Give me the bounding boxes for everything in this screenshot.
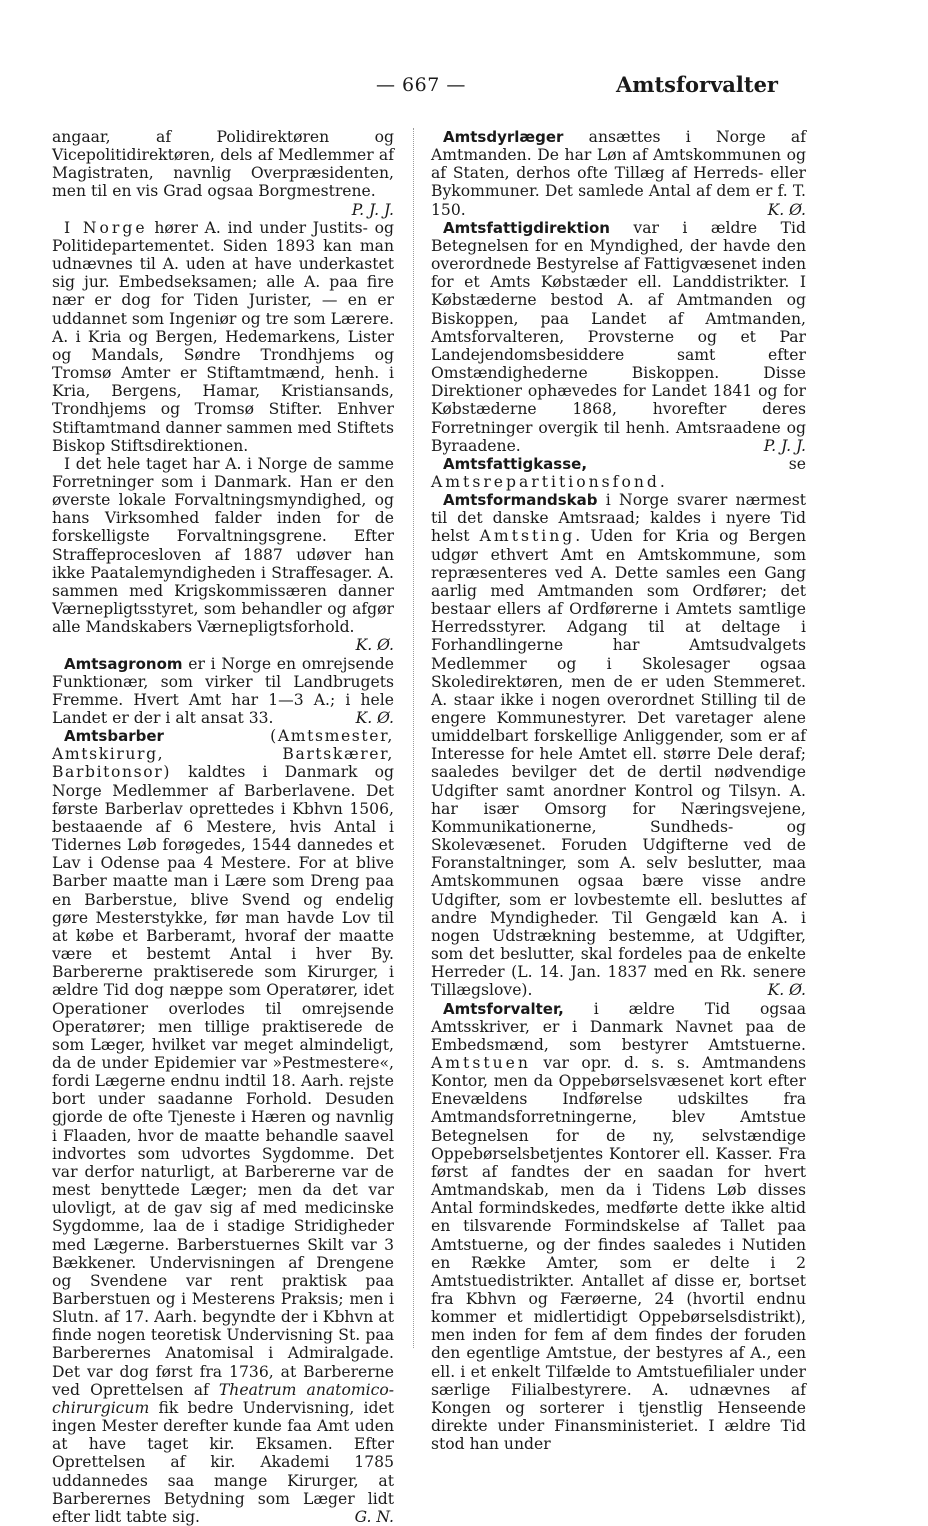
- entry-text: .: [659, 472, 665, 491]
- author-signature: P. J. J.: [351, 200, 394, 219]
- running-head: Amtsforvalter: [615, 72, 778, 97]
- entry-text: var i ældre Tid Betegnelsen for en Myndighed, der havde den overordnede Bestyrelse af Fattigvæsenet inden for et Amts Købstæder ell. Landdistrikter. I Købstæderne bestod A. af Amtmanden og Biskoppen, paa Landet af Amtmanden, Amtsforvalteren, Provsterne og et Par Landejendomsbesiddere samt efter Omstændighederne Biskoppen. Disse Direktioner ophævedes for Landet 1841 og for Købstæderne 1868, hvorefter deres Forretninger overgik til henh. Amtsraadene og Byraadene.: [431, 218, 806, 455]
- author-signature: K. Ø.: [355, 709, 394, 727]
- entry-amtsagronom: [52, 655, 394, 728]
- entry-text: hører A. ind under Justits- og Politidepartementet. Siden 1893 kan man udnævnes til A. uden at have underkastet sig jur. Embedseksamen; alle A. paa fire nær er dog for Tiden Jurister, — en er uddannet som Ingeniør og tre som Lærere. A. i Kria og Bergen, Hedemarkens, Lister og Mandals, Søndre Trondhjems og Tromsø Amter er Stiftamtmænd, henh. i Kria, Bergens, Hamar, Kristiansands, Trondhjems og Tromsø Stifter. Enhver Stiftamtmand danner sammen med Stiftets Biskop Stiftsdirektionen.: [52, 218, 394, 455]
- headword: Amtsforvalter,: [443, 999, 564, 1018]
- entry-continuation: [52, 128, 394, 219]
- left-column: [52, 128, 394, 1526]
- spaced-synonyms: (Amtsmester, Amtskirurg, Bartskærer, Barbitonsor): [52, 727, 394, 782]
- entry-text: er i Norge en omrejsende Funktionær, som virker til Landbrugets Fremme. Hvert Amt har 1—3 A.; i hele Landet er der i alt ansat 33.: [52, 654, 394, 727]
- headword: Amtsbarber: [64, 727, 164, 746]
- author-signature: K. Ø.: [767, 200, 806, 219]
- headword: Amtsfattigdirektion: [443, 218, 610, 237]
- right-column: [431, 128, 806, 1453]
- entry-amtsformandskab: [431, 491, 806, 999]
- author-signature: K. Ø.: [767, 981, 806, 1000]
- spaced-term: Amtstuen: [431, 1053, 531, 1072]
- entry-text: var opr. d. s. s. Amtmandens Kontor, men da Oppebørselsvæsenet kort efter Enevældens Indførelse udskiltes fra Amtmandsforretningerne, blev Amtstue Betegnelsen for de ny, selvstændige Oppebørselsbetjentes Kontorer ell. Kasser. Fra først af fandtes der en saadan for hvert Amtmandskab, men da i Tidens Løb disses Antal formindskedes, medførte dette ikke altid en tilsvarende Formindskelse af Tallet paa Amtstuerne, og der findes saaledes i Nutiden en Række Amter, som er delte i 2 Amtstuedistrikter. Antallet af disse er, bortset fra Kbhvn og Færøerne, 24 (hvortil endnu kommer et midlertidigt Oppebørselsdistrikt), men inden for fem af dem findes der foruden den egentlige Amtstue, der bestyres af A., een ell. i et enkelt Tilfælde to Amtstuefilialer under særlige Filialbestyrere. A. udnævnes af Kongen og sorterer i tjenstlig Henseende direkte under Finansministeriet. I ældre Tid stod han under: [431, 1053, 806, 1454]
- entry-text: angaar, af Polidirektøren og Vicepolitidirektøren, dels af Medlemmer af Magistraten, navnlig Overpræsidenten, men til en vis Grad ogsaa Borgmestrene.: [52, 128, 394, 201]
- entry-text: . Uden for Kria og Bergen udgør ethvert Amt en Amtskommune, som repræsenteres ved A. Dette samles een Gang aarlig med Amtmanden som Ordfører; det bestaar ellers af Ordførerne i Amtets samtlige Herredsstyrer. Adgang til at deltage i Forhandlingerne har Amtsudvalgets Medlemmer og i Skolesager ogsaa Skoledirektøren, men de er uden Stemmeret. A. staar ikke i nogen overordnet Stilling til de engere Kommunestyrer. Det varetager alene umiddelbart forskellige Anliggender, som er af Interesse for hele Amtet ell. større Dele deraf; saaledes bevilger det de dertil nødvendige Udgifter samt anordner Kontrol og Tilsyn. A. har især Omsorg for Næringsvejene, Kommunikationerne, Sundheds- og Skolevæsenet. Foruden Udgifterne ved de Foranstaltninger, som A. selv beslutter, maa Amtskommunen ogsaa bære visse andre Udgifter, som er lovbestemte ell. besluttes af andre Myndigheder. Til Gengæld kan A. i nogen Udstrækning bestemme, at Udgifter, som det beslutter, skal fordeles paa de enkelte Herreder (L. 14. Jan. 1837 med en Rk. senere Tillægslove).: [431, 527, 807, 1000]
- spaced-term: Amtsting: [479, 527, 576, 546]
- author-signature: P. J. J.: [763, 436, 806, 455]
- headword: Amtsformandskab: [443, 491, 598, 510]
- entry-text: I det hele taget har A. i Norge de samme Forretninger som i Danmark. Han er den øverste lokale Forvaltningsmyndighed, og hans Virksomhed falder inden for de forskelligste Forvaltningsgrene. Efter Straffeprocesloven af 1887 udøver han ikke Paatalemyndigheden i Straffesager. A. sammen med Krigskommissæren danner Værnepligtsstyret, som behandler og afgør alle Mandskabers Værnepligtsforhold.: [52, 454, 394, 637]
- italic-title: Theatrum anatomico-chirurgicum: [52, 1380, 394, 1417]
- paragraph-duties: [52, 455, 394, 655]
- cross-reference: Amtsrepartitionsfond: [431, 472, 660, 491]
- entry-amtsdyrlaeger: [431, 128, 806, 219]
- paragraph-norway: [52, 219, 394, 455]
- column-divider: [413, 128, 414, 1348]
- entry-text: ansættes i Norge af Amtmanden. De har Løn af Amtskommunen og af Staten, derhos ofte Tillæg af Herreds- eller Bykommuner. Det samlede Antal af dem er f. T. 150.: [431, 128, 806, 219]
- author-signature: K. Ø.: [355, 636, 394, 655]
- entry-text: se: [587, 454, 806, 473]
- entry-amtsfattigkasse: [431, 455, 806, 491]
- entry-text: kaldtes i Danmark og Norge Medlemmer af Barberlavene. Det første Barberlav oprettedes i Kbhvn 1506, bestaaende af 6 Mestere, hvis Antal i Tidernes Løb forøgedes, 1544 dannedes et Lav i Odense paa 4 Mestere. For at blive Barber maatte man i Lære som Dreng paa en Barberstue, blive Svend og endelig gøre Mesterstykke, før man havde Lov til at købe et Barberamt, hvoraf der maatte være et bestemt Antal i hver By. Barbererne praktiserede som Kirurger, i ældre Tid dog næppe som Operatører, idet Operationer overlodes til omrejsende Operatører; men tillige praktiserede de som Læger, hvilket var meget almindeligt, da de under Epidemier var »Pestmestere«, fordi Lægerne endnu indtil 18. Aarh. rejste bort under saadanne Forhold. Desuden gjorde de ofte Tjeneste i Hæren og navnlig i Flaaden, hvor de maatte behandle saavel indvortes som udvortes Sygdomme. Det var derfor naturligt, at Barbererne var de mest benyttede Læger; men da det var ulovligt, at de gav sig af med medicinske Sygdomme, laa de i stadige Stridigheder med Lægerne. Barberstuernes Skilt var 3 Bækkener. Undervisningen af Drengene og Svendene var rent praktisk paa Barberstuen og i Mesterens Praksis; men i Slutn. af 17. Aarh. begyndte der i Kbhvn at finde nogen teoretisk Undervisning St. paa Barberernes Anatomisal i Admiralgade. Det var dog først fra 1736, at Barbererne ved Oprettelsen af: [52, 763, 394, 1399]
- spaced-term: I Norge: [64, 218, 148, 237]
- headword: Amtsagronom: [64, 654, 183, 673]
- headword: Amtsdyrlæger: [443, 128, 564, 146]
- entry-text: i ældre Tid ogsaa Amtsskriver, er i Danmark Navnet paa de Embedsmænd, som bestyrer Amtstuerne.: [431, 999, 806, 1054]
- entry-text: fik bedre Undervisning, idet ingen Mester derefter kunde faa Amt uden at have taget kir. Eksamen. Efter Oprettelsen af kir. Akademi 1785 uddannedes saa mange Kirurger, at Barberernes Betydning som Læger lidt efter lidt tabte sig.: [52, 1398, 394, 1526]
- entry-text: i Norge svarer nærmest til det danske Amtsraad; kaldes i nyere Tid helst: [431, 491, 806, 546]
- headword: Amtsfattigkasse,: [443, 454, 588, 473]
- entry-amtsbarber: [52, 727, 394, 1526]
- page-number: — 667 —: [376, 74, 466, 96]
- page-header: [0, 74, 928, 104]
- entry-amtsfattigdirektion: [431, 219, 806, 455]
- author-signature: G. N.: [354, 1507, 394, 1526]
- entry-amtsforvalter: [431, 1000, 806, 1454]
